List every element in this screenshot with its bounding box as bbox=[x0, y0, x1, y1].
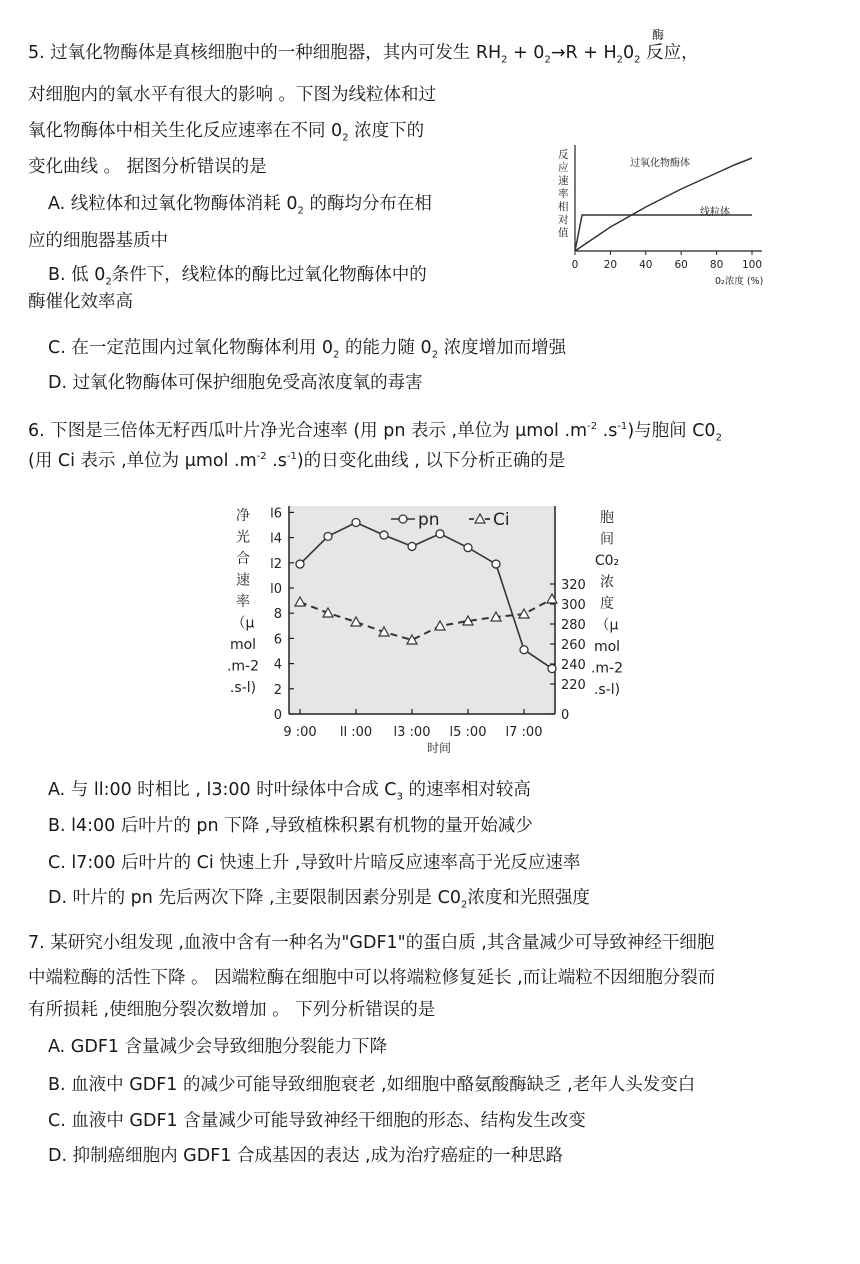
q5-label-mito: 线粒体 bbox=[700, 207, 730, 218]
q6-pn-point bbox=[548, 665, 556, 673]
q7-stem-line2: 中端粒酶的活性下降 。 因端粒酶在细胞中可以将端粒修复延长 ,而让端粒不因细胞分裂而 bbox=[28, 968, 716, 988]
q6-right-axis-label bbox=[591, 510, 623, 698]
q5-x-tick-label: 40 bbox=[639, 259, 653, 271]
q5-option-a-line1: A. 线粒体和过氧化物酶体消耗 $0_2$ 的酶均分布在相 bbox=[48, 194, 432, 217]
q5-option-d: D. 过氧化物酶体可保护细胞免受高浓度氧的毒害 bbox=[48, 373, 423, 393]
q5-ylabel-char: 反 bbox=[558, 149, 569, 161]
q6-left-label-part: 光 bbox=[236, 529, 250, 546]
q6-left-label-part: 率 bbox=[236, 594, 250, 610]
q7-option-d: D. 抑制癌细胞内 GDF1 合成基因的表达 ,成为治疗癌症的一种思路 bbox=[48, 1146, 564, 1166]
q6-left-label-part: 速 bbox=[236, 572, 250, 589]
q6-left-tick-label: 2 bbox=[273, 682, 282, 698]
q5-x-tick-label: 60 bbox=[674, 259, 688, 271]
q6-chart bbox=[225, 500, 645, 765]
q6-option-a: A. 与 ll:00 时相比 , l3:00 时叶绿体中合成 $C_3$ 的速率相对较高 bbox=[48, 780, 531, 803]
q6-right-label-part: .s-l) bbox=[593, 682, 621, 698]
q5-ylabel-char: 值 bbox=[558, 227, 569, 239]
q6-right-label-part: 度 bbox=[600, 596, 614, 612]
q5-chart-ylabel bbox=[558, 148, 569, 239]
q6-left-label-part: 合 bbox=[236, 551, 250, 567]
q5-x-tick-label: 20 bbox=[603, 259, 618, 271]
q5-stem-line4: 变化曲线 。 据图分析错误的是 bbox=[28, 157, 267, 177]
q6-right-tick-label: 300 bbox=[561, 598, 586, 613]
q6-pn-point bbox=[520, 646, 528, 654]
q5-ylabel-char: 速 bbox=[558, 175, 569, 187]
q6-left-tick-label: l6 bbox=[270, 506, 282, 522]
q6-left-axis-label bbox=[227, 508, 259, 696]
q6-x-tick-label: 9 :00 bbox=[283, 725, 317, 740]
q6-stem-line2: (用 Ci 表示 ,单位为 μmol $.m^{-2}$ $.s^{-1}$)的日变化曲线 , 以下分析正确的是 bbox=[28, 450, 566, 471]
q6-right-tick-label: 320 bbox=[561, 578, 586, 593]
q5-chart-xlabel: 0₂浓度 (%) bbox=[715, 276, 764, 287]
q7-stem-line3: 有所损耗 ,使细胞分裂次数增加 。 下列分析错误的是 bbox=[28, 1000, 436, 1020]
q6-left-tick-label: 8 bbox=[273, 607, 282, 623]
q6-left-tick-label: 4 bbox=[273, 657, 282, 673]
q6-right-label-part: （μ bbox=[595, 617, 619, 634]
q6-x-tick-label: l5 :00 bbox=[449, 725, 487, 740]
q6-pn-point bbox=[436, 530, 444, 538]
q6-pn-point bbox=[324, 532, 332, 540]
q5-ylabel-char: 相 bbox=[558, 201, 569, 213]
q6-right-tick-label: 280 bbox=[561, 618, 586, 633]
q6-right-label-part: 浓 bbox=[600, 574, 614, 591]
q5-x-tick-label: 100 bbox=[741, 259, 763, 271]
q6-x-tick-label: ll :00 bbox=[339, 725, 373, 740]
q6-legend-pn-label: pn bbox=[418, 510, 440, 530]
q5-option-a-line2: 应的细胞器基质中 bbox=[28, 231, 168, 251]
q6-pn-point bbox=[380, 531, 388, 539]
q5-ylabel-char: 对 bbox=[558, 214, 569, 226]
q5-stem-line1: 5. 过氧化物酶体是真核细胞中的一种细胞器，其内可发生 $RH_2 + 0_2\to R + H_20_2$ 反应， bbox=[28, 43, 699, 66]
q6-left-label-part: .m-2 bbox=[226, 658, 260, 675]
q5-ylabel-char: 应 bbox=[558, 162, 569, 174]
q6-x-label: 时间 bbox=[427, 741, 452, 755]
q7-option-c: C. 血液中 GDF1 含量减少可能导致神经干细胞的形态、结构发生改变 bbox=[48, 1111, 586, 1131]
q6-stem-line1: 6. 下图是三倍体无籽西瓜叶片净光合速率 (用 pn 表示 ,单位为 μmol $.m^{-2}$ $.s^{-1}$)与胞间 $C0_2$ bbox=[28, 420, 722, 444]
q6-right-label-part: 胞 bbox=[600, 510, 614, 526]
q6-right-tick-label: 0 bbox=[561, 708, 570, 723]
q6-left-label-part: mol bbox=[229, 637, 257, 653]
q6-left-tick-label: 0 bbox=[273, 708, 282, 723]
q6-x-tick-label: l7 :00 bbox=[505, 725, 543, 740]
q6-legend-ci-label: Ci bbox=[493, 510, 510, 530]
q5-chart bbox=[550, 140, 790, 300]
q5-label-peroxisome: 过氧化物酶体 bbox=[630, 158, 690, 169]
q7-option-a: A. GDF1 含量减少会导致细胞分裂能力下降 bbox=[48, 1037, 388, 1057]
q5-ylabel-char: 率 bbox=[558, 188, 569, 200]
q6-left-tick-label: l0 bbox=[270, 582, 282, 597]
q5-option-b-line1: B. 低 $0_2$条件下，线粒体的酶比过氧化物酶体中的 bbox=[48, 265, 427, 288]
q5-x-tick-label: 0 bbox=[571, 259, 579, 271]
q6-option-d: D. 叶片的 pn 先后两次下降 ,主要限制因素分别是 $C0_2$浓度和光照强度 bbox=[48, 888, 590, 911]
q5-stem-line2: 对细胞内的氧水平有很大的影响 。下图为线粒体和过 bbox=[28, 85, 437, 105]
q5-series-peroxisome bbox=[575, 158, 752, 251]
q6-right-label-part: C0₂ bbox=[594, 553, 620, 569]
q6-x-tick-label: l3 :00 bbox=[393, 725, 431, 740]
q6-option-c: C. l7:00 后叶片的 Ci 快速上升 ,导致叶片暗反应速率高于光反应速率 bbox=[48, 853, 581, 873]
q6-right-tick-label: 260 bbox=[561, 638, 586, 653]
q6-left-label-part: .s-l) bbox=[229, 680, 257, 696]
q6-pn-point bbox=[464, 544, 472, 552]
enzyme-label: 酶 bbox=[652, 28, 665, 42]
q6-left-tick-label: l2 bbox=[270, 556, 282, 572]
q6-pn-point bbox=[296, 560, 304, 568]
q6-option-b: B. l4:00 后叶片的 pn 下降 ,导致植株积累有机物的量开始减少 bbox=[48, 816, 533, 836]
q6-left-label-part: 净 bbox=[236, 508, 250, 524]
q6-right-label-part: .m-2 bbox=[590, 660, 624, 677]
q6-left-tick-label: l4 bbox=[270, 531, 282, 547]
q6-left-label-part: （μ bbox=[231, 615, 255, 632]
q6-right-tick-label: 240 bbox=[561, 658, 586, 673]
q6-pn-point bbox=[492, 560, 500, 568]
q6-right-label-part: 间 bbox=[600, 531, 614, 548]
q6-pn-point bbox=[408, 542, 416, 550]
q5-chart-x-ticks bbox=[572, 251, 762, 271]
q6-left-tick-label: 6 bbox=[273, 632, 282, 648]
q6-pn-point bbox=[352, 518, 360, 526]
q5-option-b-line2: 酶催化效率高 bbox=[28, 292, 133, 312]
q5-x-tick-label: 80 bbox=[709, 259, 724, 271]
q6-right-tick-label: 220 bbox=[561, 678, 586, 693]
q6-legend-pn-marker bbox=[399, 515, 407, 523]
q5-stem-line3: 氧化物酶体中相关生化反应速率在不同 $0_2$ 浓度下的 bbox=[28, 121, 425, 144]
q7-option-b: B. 血液中 GDF1 的减少可能导致细胞衰老 ,如细胞中酪氨酸酶缺乏 ,老年人头发变白 bbox=[48, 1075, 696, 1095]
q6-right-label-part: mol bbox=[593, 639, 621, 655]
q7-stem-line1: 7. 某研究小组发现 ,血液中含有一种名为"GDF1"的蛋白质 ,其含量减少可导致神经干细胞 bbox=[28, 933, 715, 953]
q5-option-c: C. 在一定范围内过氧化物酶体利用 $0_2$ 的能力随 $0_2$ 浓度增加而增强 bbox=[48, 338, 567, 361]
